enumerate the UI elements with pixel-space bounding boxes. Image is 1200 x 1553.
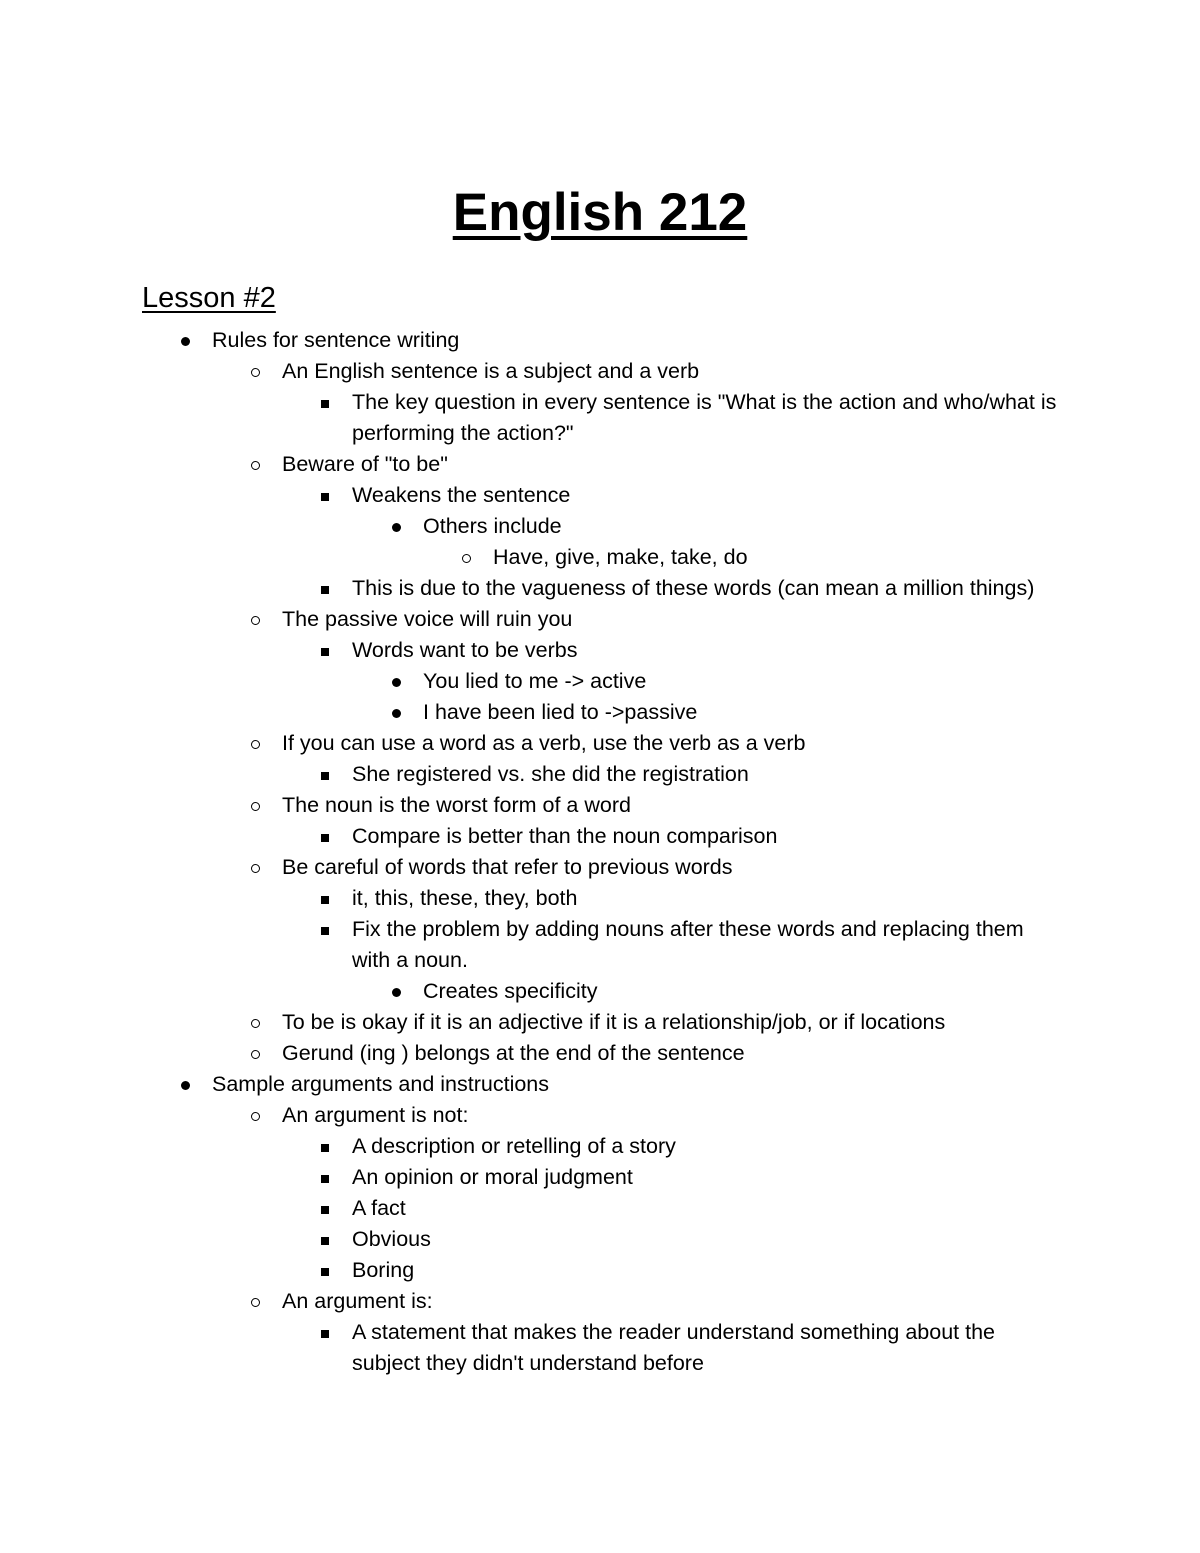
outline-item-text: Fix the problem by adding nouns after these words and replacing them with a noun. <box>352 917 1024 972</box>
circle-bullet-icon <box>249 449 269 480</box>
outline-item-text: If you can use a word as a verb, use the verb as a verb <box>282 731 806 755</box>
outline-item <box>352 759 1058 790</box>
outline-item-text: An English sentence is a subject and a verb <box>282 359 700 383</box>
outline-item-text: it, this, these, they, both <box>352 886 578 910</box>
outline-item-text: Obvious <box>352 1227 431 1251</box>
outline-item-text: You lied to me -> active <box>423 669 647 693</box>
notes-outline <box>0 325 1200 1379</box>
square-bullet-icon <box>319 1131 339 1162</box>
outline-item-text: A fact <box>352 1196 406 1220</box>
square-bullet-icon <box>319 759 339 790</box>
outline-item-text: To be is okay if it is an adjective if it is a relationship/job, or if locations <box>282 1010 946 1034</box>
outline-item <box>423 511 1043 542</box>
outline-item-text: A description or retelling of a story <box>352 1134 676 1158</box>
outline-item-text: An argument is: <box>282 1289 433 1313</box>
outline-item <box>352 914 1058 976</box>
outline-item <box>282 356 1042 387</box>
outline-item <box>493 542 1053 573</box>
outline-item-text: Beware of "to be" <box>282 452 448 476</box>
outline-item <box>352 1255 1058 1286</box>
outline-item <box>423 666 1043 697</box>
disc-bullet-icon <box>390 697 410 728</box>
outline-item <box>282 1100 1042 1131</box>
outline-item <box>282 1038 1042 1069</box>
disc-bullet-icon <box>179 1069 199 1100</box>
square-bullet-icon <box>319 1224 339 1255</box>
outline-item-text: The key question in every sentence is "What is the action and who/what is performing the action?" <box>352 390 1057 445</box>
circle-bullet-icon <box>249 1100 269 1131</box>
square-bullet-icon <box>319 635 339 666</box>
circle-bullet-icon <box>249 1286 269 1317</box>
circle-bullet-icon <box>249 790 269 821</box>
outline-item-text: Boring <box>352 1258 415 1282</box>
square-bullet-icon <box>319 914 339 945</box>
outline-item-text: Others include <box>423 514 562 538</box>
document-title: English 212 <box>452 183 748 242</box>
outline-item-text: Compare is better than the noun comparison <box>352 824 778 848</box>
square-bullet-icon <box>319 387 339 418</box>
outline-item-text: An opinion or moral judgment <box>352 1165 633 1189</box>
outline-item <box>352 1224 1058 1255</box>
outline-item <box>352 883 1058 914</box>
outline-item-text: The noun is the worst form of a word <box>282 793 631 817</box>
outline-item <box>352 480 1058 511</box>
outline-item-text: An argument is not: <box>282 1103 469 1127</box>
outline-item <box>352 1193 1058 1224</box>
circle-bullet-icon <box>460 542 480 573</box>
outline-item <box>282 1286 1042 1317</box>
outline-item-text: Be careful of words that refer to previous words <box>282 855 733 879</box>
disc-bullet-icon <box>179 325 199 356</box>
outline-item <box>352 1162 1058 1193</box>
outline-item <box>282 728 1042 759</box>
lesson-heading: Lesson #2 <box>142 282 276 314</box>
square-bullet-icon <box>319 1317 339 1348</box>
outline-item <box>282 852 1042 883</box>
outline-item <box>352 387 1058 449</box>
outline-item <box>212 1069 1032 1100</box>
outline-item <box>282 790 1042 821</box>
outline-item-text: Creates specificity <box>423 979 598 1003</box>
square-bullet-icon <box>319 573 339 604</box>
outline-item <box>212 325 1032 356</box>
square-bullet-icon <box>319 1255 339 1286</box>
square-bullet-icon <box>319 480 339 511</box>
square-bullet-icon <box>319 821 339 852</box>
outline-item-text: I have been lied to ->passive <box>423 700 698 724</box>
outline-item-text: Rules for sentence writing <box>212 328 460 352</box>
outline-item <box>282 604 1042 635</box>
circle-bullet-icon <box>249 1038 269 1069</box>
circle-bullet-icon <box>249 1007 269 1038</box>
square-bullet-icon <box>319 1193 339 1224</box>
outline-item <box>352 1317 1058 1379</box>
circle-bullet-icon <box>249 728 269 759</box>
outline-item-text: Sample arguments and instructions <box>212 1072 550 1096</box>
square-bullet-icon <box>319 883 339 914</box>
disc-bullet-icon <box>390 511 410 542</box>
disc-bullet-icon <box>390 666 410 697</box>
outline-item-text: A statement that makes the reader understand something about the subject they didn't understand before <box>352 1320 996 1375</box>
square-bullet-icon <box>319 1162 339 1193</box>
outline-item <box>352 635 1058 666</box>
outline-item <box>423 697 1043 728</box>
outline-item-text: Gerund (ing ) belongs at the end of the sentence <box>282 1041 745 1065</box>
outline-item-text: Have, give, make, take, do <box>493 545 748 569</box>
outline-item <box>352 821 1058 852</box>
outline-item-text: This is due to the vagueness of these words (can mean a million things) <box>352 576 1035 600</box>
disc-bullet-icon <box>390 976 410 1007</box>
circle-bullet-icon <box>249 852 269 883</box>
outline-item-text: The passive voice will ruin you <box>282 607 573 631</box>
outline-item-text: Weakens the sentence <box>352 483 571 507</box>
outline-item <box>352 573 1058 604</box>
outline-item <box>423 976 1043 1007</box>
outline-item <box>352 1131 1058 1162</box>
outline-item-text: She registered vs. she did the registration <box>352 762 749 786</box>
outline-item <box>282 449 1042 480</box>
circle-bullet-icon <box>249 604 269 635</box>
outline-item-text: Words want to be verbs <box>352 638 578 662</box>
outline-item <box>282 1007 1042 1038</box>
circle-bullet-icon <box>249 356 269 387</box>
